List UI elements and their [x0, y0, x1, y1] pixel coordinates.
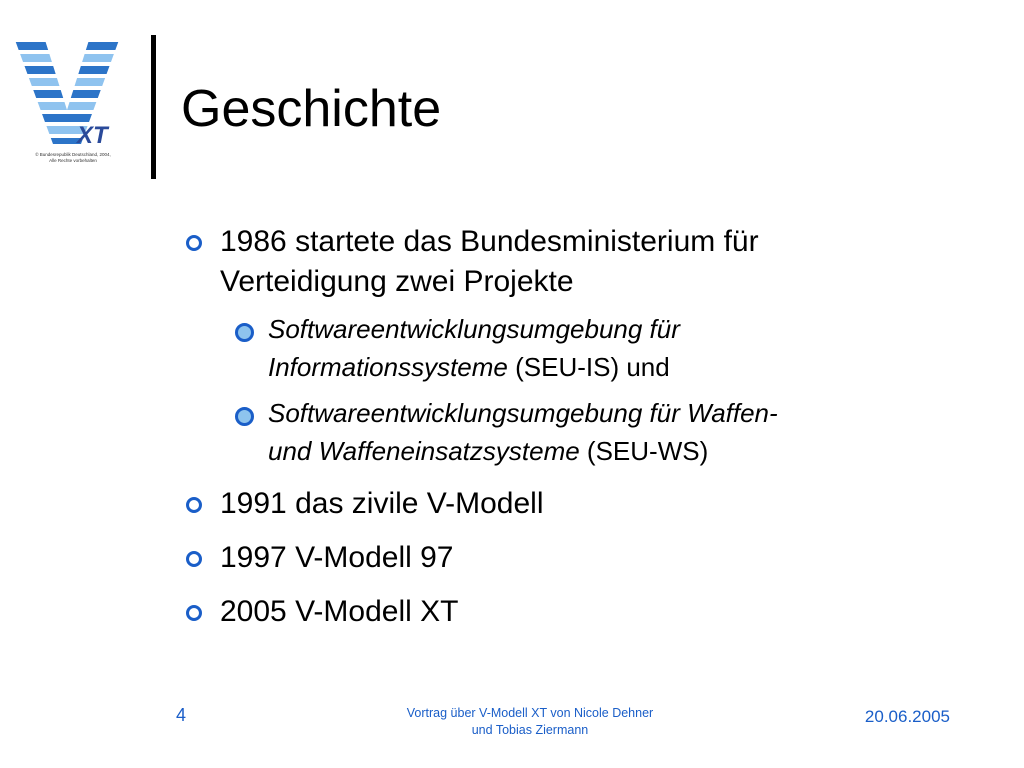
bullet-text: 2005 V-Modell XT — [220, 595, 459, 628]
logo-copyright — [18, 152, 128, 164]
bullet-item-2005 — [182, 592, 952, 632]
sub-bullet-line-1: Softwareentwicklungsumgebung für Waffen- — [268, 398, 778, 428]
sub-bullet-italic: und Waffeneinsatzsysteme — [268, 436, 580, 466]
footer-page-number: 4 — [176, 705, 187, 725]
dot-bullet-icon — [235, 407, 254, 426]
logo-copyright-line1: © Bundesrepublik Deutschland, 2004, — [35, 152, 111, 157]
bullet-item-1986 — [182, 222, 952, 470]
footer-line-1: Vortrag über V-Modell XT von Nicole Dehner — [406, 706, 654, 720]
sub-bullet-line-2 — [268, 432, 952, 470]
slide-title: Geschichte — [181, 80, 442, 138]
ring-bullet-icon — [186, 605, 202, 621]
bullet-item-1997 — [182, 538, 952, 578]
sub-bullet-suffix: (SEU-IS) und — [507, 352, 670, 382]
footer-presenters — [380, 705, 680, 739]
v-modell-xt-logo — [15, 40, 125, 170]
sub-bullet-italic: Informationssysteme — [268, 352, 508, 382]
sub-bullet-line-2 — [268, 348, 952, 386]
footer-date: 20.06.2005 — [864, 707, 950, 726]
bullet-line-2: Verteidigung zwei Projekte — [220, 265, 574, 298]
footer-line-2: und Tobias Ziermann — [471, 723, 589, 737]
v-logo-icon — [15, 40, 125, 150]
ring-bullet-icon — [186, 551, 202, 567]
logo-wordmark: XT — [77, 122, 108, 149]
ring-bullet-icon — [186, 497, 202, 513]
dot-bullet-icon — [235, 323, 254, 342]
bullet-text: 1997 V-Modell 97 — [220, 541, 454, 574]
sub-bullet-suffix: (SEU-WS) — [579, 436, 709, 466]
logo-copyright-line2: Alle Rechte vorbehalten — [49, 158, 97, 163]
bullet-line-1: 1986 startete das Bundesministerium für — [220, 225, 759, 258]
sub-bullet-line-1: Softwareentwicklungsumgebung für — [268, 314, 680, 344]
sub-bullet-seu-is — [220, 310, 952, 386]
title-divider — [151, 35, 156, 179]
sub-bullet-list — [220, 310, 952, 470]
slide-content — [182, 222, 952, 646]
bullet-item-1991 — [182, 484, 952, 524]
bullet-text: 1991 das zivile V-Modell — [220, 487, 544, 520]
sub-bullet-seu-ws — [220, 394, 952, 470]
ring-bullet-icon — [186, 235, 202, 251]
